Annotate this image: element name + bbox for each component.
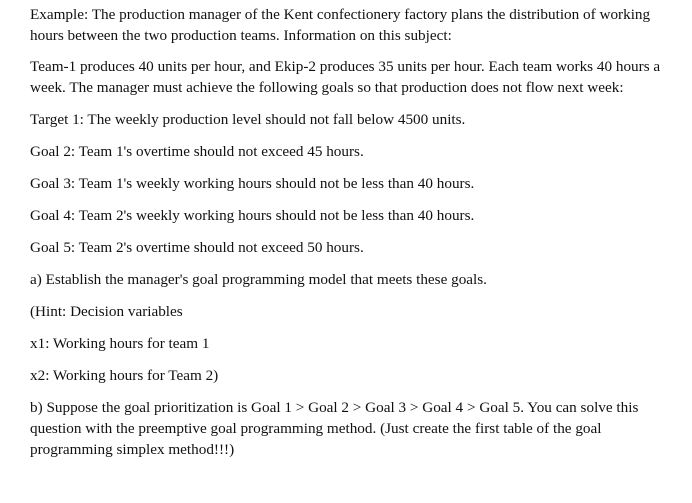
hint-line: (Hint: Decision variables	[30, 303, 183, 320]
intro-paragraph: Example: The production manager of the Kent confectionery factory plans the distribution of working hours between the two production teams. Information on this subject:	[30, 6, 651, 44]
goal-5-line: Goal 5: Team 2's overtime should not exceed 50 hours.	[30, 239, 364, 256]
goal-2-line: Goal 2: Team 1's overtime should not exceed 45 hours.	[30, 143, 364, 160]
variable-x2-line: x2: Working hours for Team 2)	[30, 367, 219, 384]
document-body	[30, 4, 686, 460]
goal-4-line: Goal 4: Team 2's weekly working hours should not be less than 40 hours.	[30, 207, 475, 224]
question-a-line: a) Establish the manager's goal programming model that meets these goals.	[30, 271, 487, 288]
goal-3-line: Goal 3: Team 1's weekly working hours should not be less than 40 hours.	[30, 175, 475, 192]
goal-1-line: Target 1: The weekly production level should not fall below 4500 units.	[30, 111, 466, 128]
question-b-paragraph: b) Suppose the goal prioritization is Goal 1 > Goal 2 > Goal 3 > Goal 4 > Goal 5. You can solve this question with the preemptive goal programming method. (Just create the first table of the goal programming simplex method!!!)	[30, 399, 639, 458]
variable-x1-line: x1: Working hours for team 1	[30, 335, 210, 352]
team-info-paragraph: Team-1 produces 40 units per hour, and Ekip-2 produces 35 units per hour. Each team works 40 hours a week. The manager must achieve the following goals so that production does not flow next week:	[30, 58, 661, 96]
